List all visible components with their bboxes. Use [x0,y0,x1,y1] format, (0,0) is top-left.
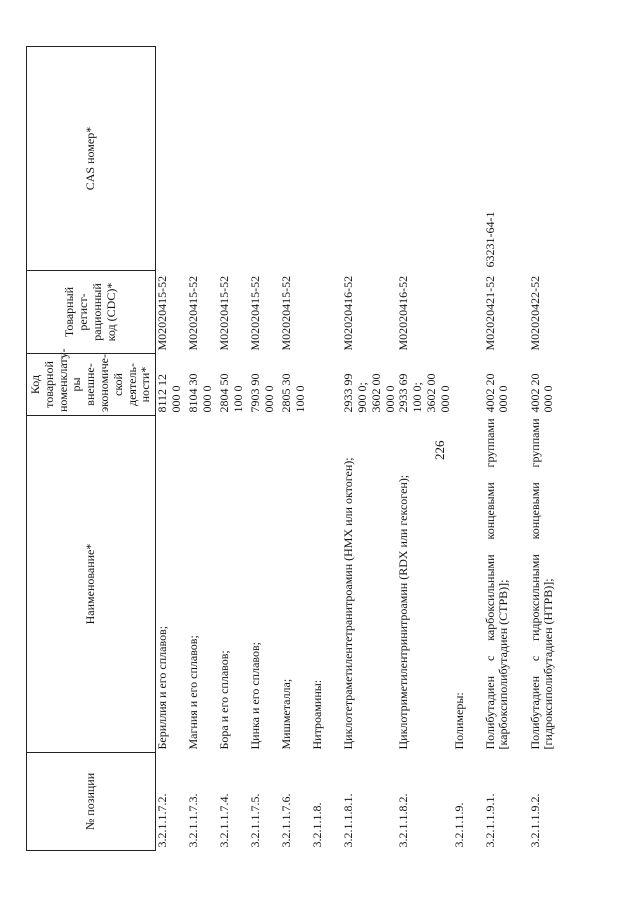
cell-cdc [453,271,484,354]
header-code: Код товарной номенклату-ры внешне-экономиче-ской деятель-ности* [27,354,156,416]
cell-position: 3.2.1.1.8.2. [396,793,411,848]
cell-name: Нитроамины: [310,679,325,750]
cell-cdc: M02020415-52 [217,275,232,351]
cell-code: 2804 50 100 0 [217,373,245,413]
cell-name: Бериллия и его сплавов; [155,625,170,750]
table-row [187,47,218,851]
table-row [156,47,188,851]
cell-position: 3.2.1.1.9. [451,802,466,848]
cell-position: 3.2.1.1.7.3. [186,793,201,848]
page-number: 226 [432,440,447,460]
cell-position: 3.2.1.1.9.1. [482,793,497,848]
cell-name: Циклотетраметилентетранитроамин (HMX или октоген); [341,457,356,750]
cell-position: 3.2.1.1.7.6. [279,793,294,848]
cell-cas [342,47,397,271]
cell-code: 2805 30 100 0 [279,373,307,413]
cell-cas [280,47,311,271]
cell-code: 4002 20 000 0 [527,373,556,413]
table-row [529,47,574,851]
cell-cdc: M02020416-52 [341,275,356,351]
cell-code [453,354,484,416]
cell-cas [311,47,342,271]
cell-cas [218,47,249,271]
table-row [397,47,452,851]
cell-cas [249,47,280,271]
cell-cas [453,47,484,271]
cell-position: 3.2.1.1.8.1. [341,793,356,848]
cell-cdc [311,271,342,354]
cell-position: 3.2.1.1.7.5. [248,793,263,848]
cell-position: 3.2.1.1.7.4. [217,793,232,848]
cell-cdc: M02020421-52 [482,275,497,351]
header-name: Наименование* [27,416,156,753]
table-row [453,47,484,851]
table-row [342,47,397,851]
cell-cdc: M02020416-52 [396,275,411,351]
header-cas: CAS номер* [27,47,156,271]
cell-cas: 63231-64-1 [482,211,497,268]
table-body [156,47,574,851]
cell-cdc: M02020415-52 [248,275,263,351]
goods-table [26,46,574,851]
header-position: № позиции [27,753,156,851]
cell-name: Цинка и его сплавов; [248,641,263,750]
cell-code: 2933 69 100 0; 3602 00 000 0 [396,373,452,413]
table-row [218,47,249,851]
cell-position: 3.2.1.1.7.2. [155,793,170,848]
cell-name: Бора и его сплавов; [217,650,232,750]
cell-cdc: M02020415-52 [186,275,201,351]
header-cdc: Товарный регист-рационный код (CDC)* [27,271,156,354]
cell-code: 7903 90 000 0 [248,373,276,413]
table-header [27,47,156,851]
cell-position: 3.2.1.1.9.2. [527,793,542,848]
cell-name: Мишметалла; [279,678,294,750]
cell-cas [529,47,574,271]
cell-name: Циклотриметилентринитроамин (RDX или гексоген); [396,474,411,750]
table-row [311,47,342,851]
table-row [280,47,311,851]
table-row [249,47,280,851]
cell-code: 2933 99 900 0; 3602 00 000 0 [341,373,397,413]
cell-cdc: M02020422-52 [527,275,542,351]
cell-code: 8112 12 000 0 [155,373,183,413]
cell-cas [187,47,218,271]
cell-cdc: M02020415-52 [279,275,294,351]
cell-code: 4002 20 000 0 [482,373,511,413]
cell-cas [397,47,452,271]
cell-name: Полибутадиен с карбоксильными концевыми группами [карбоксиполибутадиен (CTPB)]; [482,418,511,750]
cell-cas [156,47,188,271]
table-row [484,47,529,851]
cell-code: 8104 30 000 0 [186,373,214,413]
cell-name: Полимеры: [451,692,466,750]
cell-code [311,354,342,416]
cell-cdc: M02020415-52 [155,275,170,351]
cell-name: Полибутадиен с гидроксильными концевыми группами [гидроксиполибутадиен (HTPB)]; [527,418,556,750]
cell-position: 3.2.1.1.8. [310,802,325,848]
cell-name: Магния и его сплавов; [186,635,201,750]
